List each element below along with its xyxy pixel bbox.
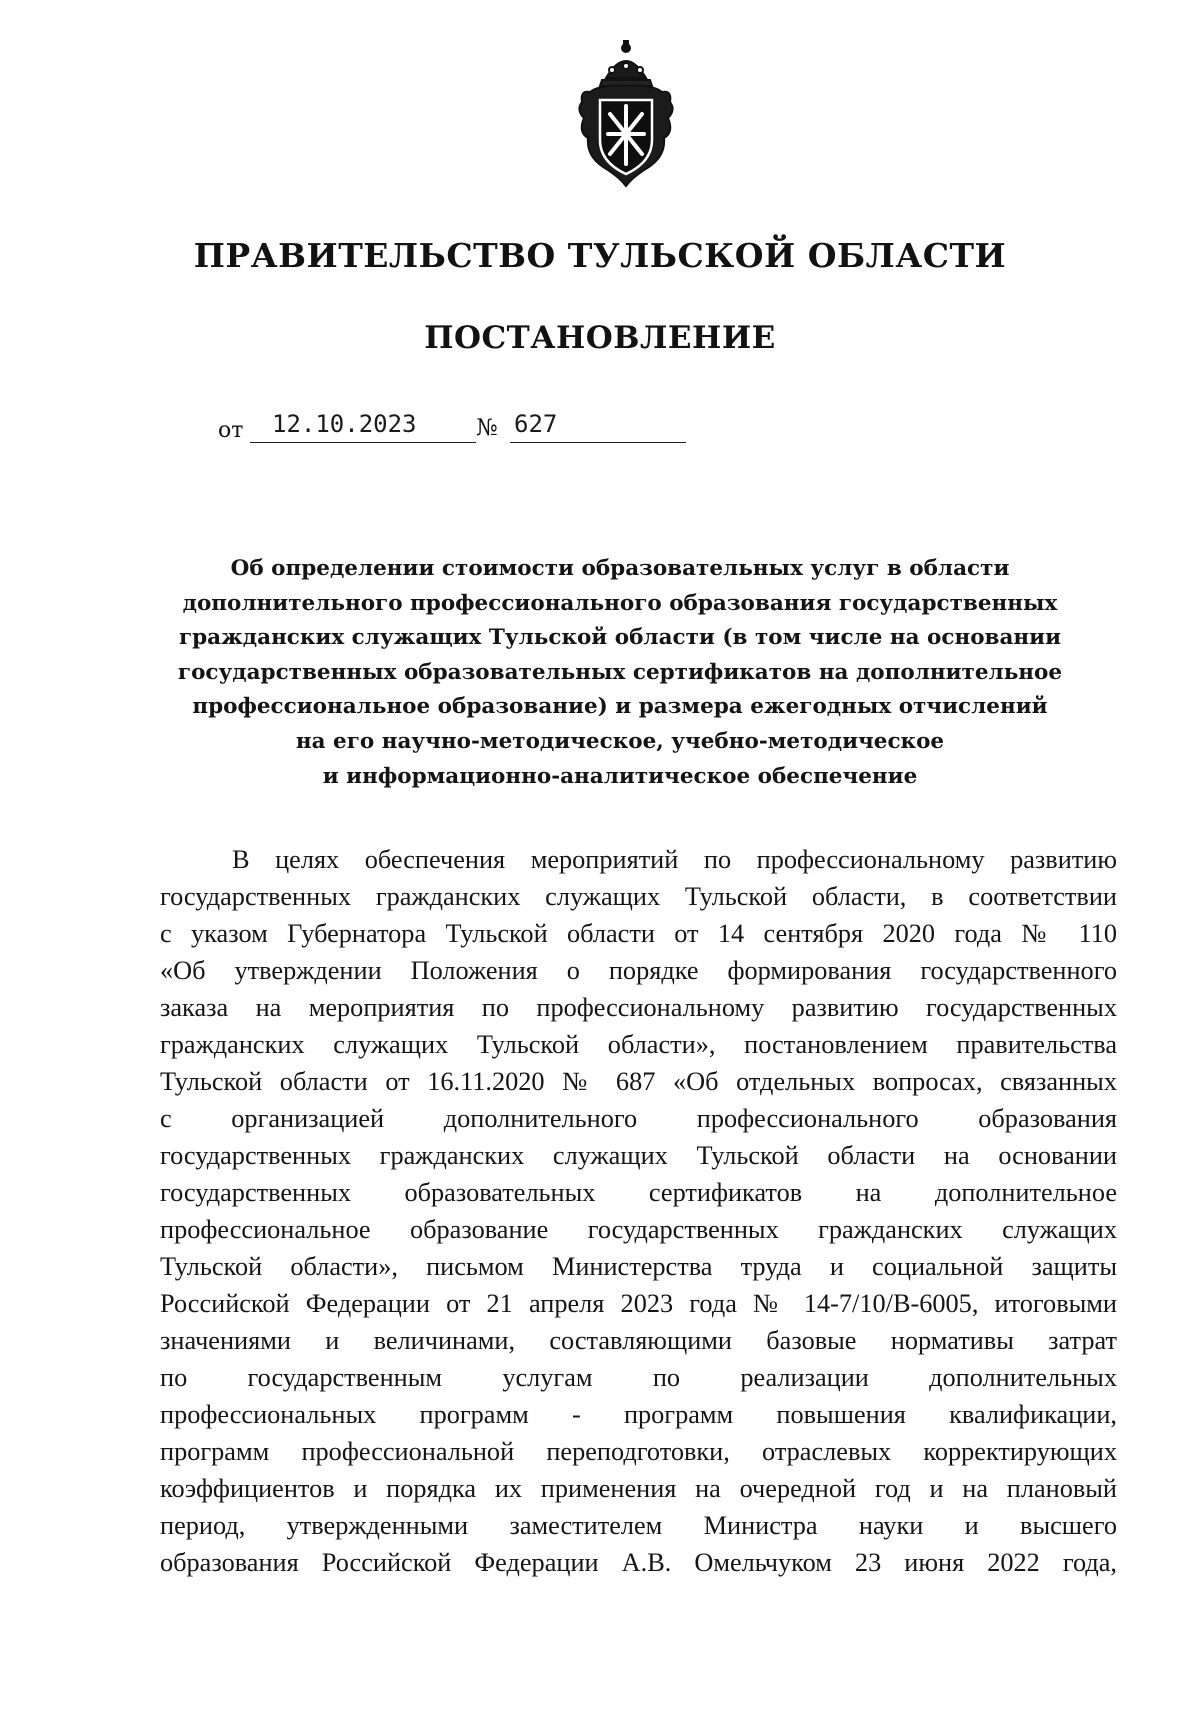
document-subject — [160, 552, 1080, 794]
body-line: государственных образовательных сертификатов на дополнительное — [160, 1178, 1117, 1207]
organization-title: ПРАВИТЕЛЬСТВО ТУЛЬСКОЙ ОБЛАСТИ — [193, 236, 1007, 275]
body-line: Российской Федерации от 21 апреля 2023 года № 14-7/10/В-6005, итоговыми — [160, 1289, 1117, 1318]
document-number: 627 — [514, 410, 558, 438]
body-line: коэффициентов и порядка их применения на очередной год и на плановый — [160, 1474, 1117, 1503]
body-line: программ профессиональной переподготовки, отраслевых корректирующих — [160, 1437, 1117, 1466]
body-line: образования Российской Федерации А.В. Омельчуком 23 июня 2022 года, — [160, 1548, 1117, 1577]
subject-line: гражданских служащих Тульской области (в том числе на основании — [178, 625, 1062, 651]
document-body — [160, 841, 1117, 1581]
number-label: № — [476, 415, 498, 441]
body-line: профессиональных программ - программ повышения квалификации, — [160, 1400, 1117, 1429]
subject-line: профессиональное образование) и размера ежегодных отчислений — [192, 694, 1048, 720]
date-prefix: от — [218, 418, 244, 443]
body-line: гражданских служащих Тульской области», постановлением правительства — [160, 1030, 1117, 1059]
coat-of-arms-icon — [572, 40, 680, 190]
body-line: «Об утверждении Положения о порядке формирования государственного — [160, 956, 1117, 985]
subject-line: на его научно-методическое, учебно-методическое — [295, 728, 945, 754]
body-line: профессиональное образование государственных гражданских служащих — [160, 1215, 1117, 1244]
body-line: заказа на мероприятия по профессиональному развитию государственных — [160, 993, 1117, 1022]
body-line: с организацией дополнительного профессионального образования — [160, 1104, 1117, 1133]
body-line: с указом Губернатора Тульской области от 14 сентября 2020 года № 110 — [160, 919, 1117, 948]
number-field — [510, 412, 686, 443]
body-line: Тульской области от 16.11.2020 № 687 «Об отдельных вопросах, связанных — [160, 1067, 1117, 1096]
body-line: значениями и величинами, составляющими базовые нормативы затрат — [160, 1326, 1117, 1355]
body-line: Тульской области», письмом Министерства труда и социальной защиты — [160, 1252, 1117, 1281]
body-line: государственных гражданских служащих Тульской области на основании — [160, 1141, 1117, 1170]
body-line: по государственным услугам по реализации дополнительных — [160, 1363, 1117, 1392]
subject-line: государственных образовательных сертификатов на дополнительное — [177, 659, 1063, 685]
subject-line: Об определении стоимости образовательных услуг в области — [230, 556, 1010, 581]
body-line: государственных гражданских служащих Тульской области, в соответствии — [160, 882, 1117, 911]
body-line: период, утвержденными заместителем Министра науки и высшего — [160, 1511, 1117, 1540]
document-type-title: ПОСТАНОВЛЕНИЕ — [424, 320, 776, 356]
subject-line: дополнительного профессионального образования государственных — [182, 590, 1058, 616]
date-field — [250, 412, 476, 443]
body-line: В целях обеспечения мероприятий по профессиональному развитию — [232, 845, 1117, 874]
subject-line: и информационно-аналитическое обеспечение — [322, 763, 918, 789]
document-date: 12.10.2023 — [272, 410, 417, 438]
